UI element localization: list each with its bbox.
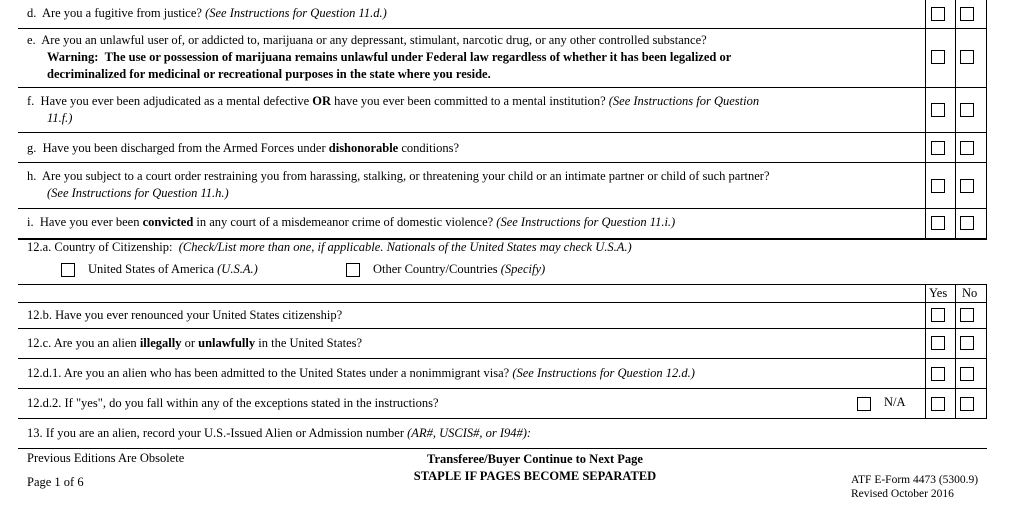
- yes-checkbox-11i[interactable]: [931, 216, 945, 230]
- no-checkbox-11g[interactable]: [960, 141, 974, 155]
- row-divider: [18, 418, 987, 419]
- yes-checkbox-11f[interactable]: [931, 103, 945, 117]
- question-12c: 12.c. Are you an alien illegally or unlawfully in the United States?: [27, 336, 363, 350]
- form-id: ATF E-Form 4473 (5300.9): [851, 474, 979, 486]
- row-divider: [18, 208, 987, 209]
- row-divider: [18, 302, 987, 303]
- no-checkbox-11d[interactable]: [960, 7, 974, 21]
- page-number: Page 1 of 6: [27, 475, 84, 489]
- no-checkbox-12d1[interactable]: [960, 367, 974, 381]
- yes-checkbox-12d2[interactable]: [931, 397, 945, 411]
- no-checkbox-12b[interactable]: [960, 308, 974, 322]
- row-divider: [18, 87, 987, 88]
- no-checkbox-11f[interactable]: [960, 103, 974, 117]
- yes-column-header: Yes: [929, 286, 948, 300]
- question-11i: i. Have you ever been convicted in any court of a misdemeanor crime of domestic violence? (See Instructions for Question 11.i.): [27, 215, 676, 229]
- no-checkbox-12d2[interactable]: [960, 397, 974, 411]
- usa-checkbox[interactable]: [61, 263, 75, 277]
- row-divider: [18, 358, 987, 359]
- question-11h: h. Are you subject to a court order restraining you from harassing, stalking, or threatening your child or an intimate partner or child of such partner? (See Instructions for Question 11.h.): [27, 169, 770, 200]
- yes-checkbox-11d[interactable]: [931, 7, 945, 21]
- question-12d1: 12.d.1. Are you an alien who has been admitted to the United States under a nonimmigrant visa? (See Instructions for Question 12.d.): [27, 366, 695, 380]
- other-country-checkbox[interactable]: [346, 263, 360, 277]
- question-11e: e. Are you an unlawful user of, or addicted to, marijuana or any depressant, stimulant, narcotic drug, or any other controlled substance? Warning: The use or possession of marijuana remains unlawful under Federal law regardless of whether it has been legalized or decriminalized for medicinal or recreational purposes in the state where you reside.: [27, 33, 732, 81]
- row-divider: [18, 284, 987, 285]
- continue-notice: Transferee/Buyer Continue to Next Page: [427, 452, 643, 466]
- no-checkbox-12c[interactable]: [960, 336, 974, 350]
- row-divider: [18, 388, 987, 389]
- yes-checkbox-11h[interactable]: [931, 179, 945, 193]
- no-column-header: No: [962, 286, 978, 300]
- row-divider: [18, 162, 987, 163]
- row-divider: [18, 132, 987, 133]
- yes-checkbox-11e[interactable]: [931, 50, 945, 64]
- citizenship-question: 12.a. Country of Citizenship: (Check/List more than one, if applicable. Nationals of the United States may check U.S.A.): [27, 240, 632, 254]
- yes-checkbox-12c[interactable]: [931, 336, 945, 350]
- column-divider: [986, 284, 987, 418]
- yes-checkbox-11g[interactable]: [931, 141, 945, 155]
- row-divider: [18, 328, 987, 329]
- question-11g: g. Have you been discharged from the Armed Forces under dishonorable conditions?: [27, 141, 459, 155]
- row-divider: [18, 448, 987, 449]
- column-divider: [986, 0, 987, 238]
- question-12b: 12.b. Have you ever renounced your United States citizenship?: [27, 308, 343, 322]
- question-11f: f. Have you ever been adjudicated as a mental defective OR have you ever been committed to a mental institution? (See Instructions for Question 11.f.): [27, 94, 760, 125]
- row-divider: [18, 28, 987, 29]
- usa-option-label: United States of America (U.S.A.): [88, 262, 258, 276]
- staple-notice: STAPLE IF PAGES BECOME SEPARATED: [413, 469, 657, 483]
- revised-date: Revised October 2016: [851, 488, 954, 500]
- no-checkbox-11h[interactable]: [960, 179, 974, 193]
- column-divider: [925, 0, 926, 238]
- other-country-option-label: Other Country/Countries (Specify): [373, 262, 546, 276]
- obsolete-notice: Previous Editions Are Obsolete: [27, 451, 185, 465]
- yes-checkbox-12d1[interactable]: [931, 367, 945, 381]
- column-divider: [955, 284, 956, 418]
- column-divider: [955, 0, 956, 238]
- question-11d: d. Are you a fugitive from justice? (See Instructions for Question 11.d.): [27, 6, 387, 20]
- yes-checkbox-12b[interactable]: [931, 308, 945, 322]
- question-12d2: 12.d.2. If "yes", do you fall within any of the exceptions stated in the instructions?: [27, 396, 439, 410]
- no-checkbox-11e[interactable]: [960, 50, 974, 64]
- na-checkbox-12d2[interactable]: [857, 397, 871, 411]
- no-checkbox-11i[interactable]: [960, 216, 974, 230]
- column-divider: [925, 284, 926, 418]
- question-13: 13. If you are an alien, record your U.S.-Issued Alien or Admission number (AR#, USCIS#, or I94#):: [27, 426, 532, 440]
- na-label: N/A: [884, 395, 906, 409]
